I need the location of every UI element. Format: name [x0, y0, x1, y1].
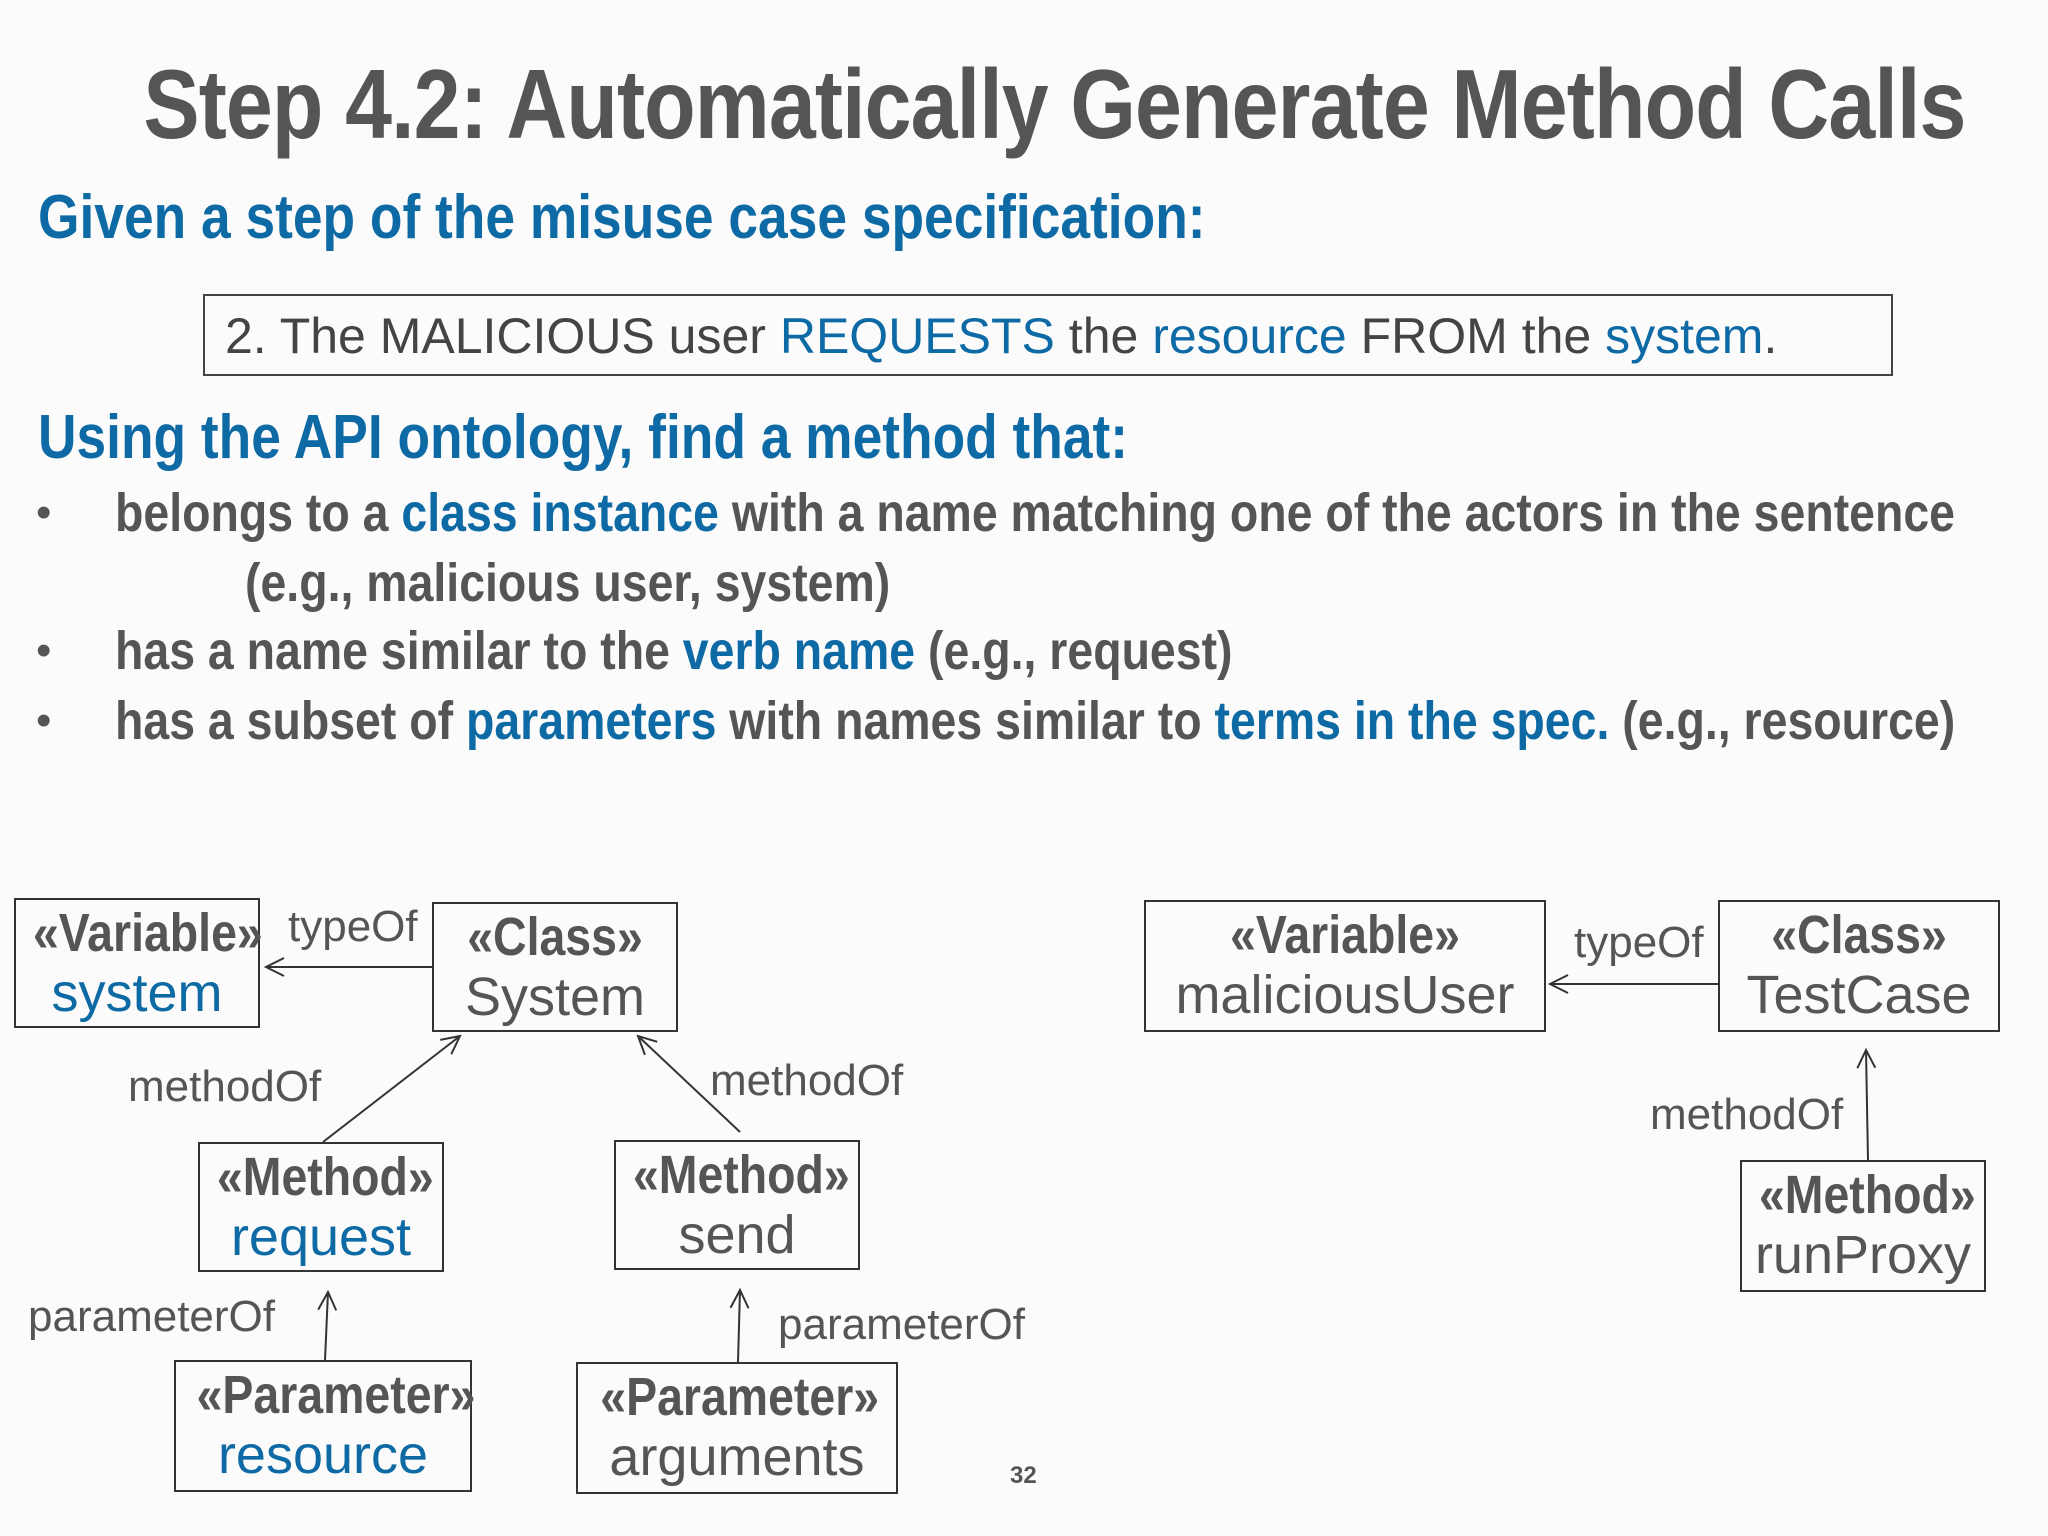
- spec-term-resource: resource: [1152, 308, 1347, 364]
- node-method-runproxy: [1740, 1160, 1986, 1292]
- label-methodof: methodOf: [128, 1062, 322, 1111]
- node-stereotype: «Variable»: [32, 903, 263, 963]
- spec-verb: REQUESTS: [779, 308, 1055, 364]
- bullet-text: belongs to a: [115, 483, 402, 543]
- node-stereotype: «Class»: [1771, 905, 1947, 965]
- label-methodof: methodOf: [1650, 1090, 1844, 1139]
- spec-period: .: [1763, 308, 1778, 364]
- spec-text: FROM the: [1346, 308, 1606, 364]
- node-name: TestCase: [1746, 965, 1972, 1025]
- label-methodof: methodOf: [710, 1056, 904, 1105]
- bullet-marker: •: [36, 626, 52, 675]
- spec-text: the: [1054, 308, 1153, 364]
- node-name: arguments: [609, 1427, 865, 1487]
- bullet-text: (e.g., request): [915, 621, 1233, 681]
- bullet-highlight: class instance: [401, 483, 719, 543]
- heading-api-ontology: Using the API ontology, find a method that:: [38, 403, 1129, 472]
- bullet-text: with a name matching one of the actors in the sentence: [718, 483, 1956, 543]
- bullet-text: has a name similar to the: [115, 621, 683, 681]
- bullet-text: (e.g., resource): [1609, 691, 1956, 751]
- bullet-marker: •: [36, 488, 52, 537]
- bullet-highlight: terms in the spec.: [1214, 691, 1610, 751]
- node-name: runProxy: [1754, 1225, 1972, 1285]
- node-name: resource: [217, 1425, 429, 1485]
- label-typeof: typeOf: [1574, 918, 1704, 967]
- label-parameterof: parameterOf: [778, 1300, 1025, 1349]
- node-method-request: [198, 1142, 444, 1272]
- edge-methodof-request: [323, 1036, 460, 1142]
- node-class-testcase: [1718, 900, 2000, 1032]
- node-stereotype: «Method»: [1758, 1165, 1976, 1225]
- bullet-highlight: parameters: [465, 691, 717, 751]
- slide-title: Step 4.2: Automatically Generate Method Calls: [143, 49, 1966, 159]
- node-parameter-resource: [174, 1360, 476, 1492]
- spec-text: 2. The MALICIOUS user: [225, 308, 780, 364]
- node-name: send: [678, 1205, 796, 1265]
- edge-parameterof-arguments: [738, 1290, 740, 1362]
- node-stereotype: «Class»: [467, 907, 643, 967]
- node-name: maliciousUser: [1175, 965, 1515, 1025]
- bullet-text: has a subset of: [115, 691, 466, 751]
- page-number: 32: [1010, 1462, 1037, 1489]
- node-stereotype: «Method»: [216, 1147, 434, 1207]
- node-method-send: [614, 1140, 860, 1270]
- node-name: system: [51, 963, 223, 1023]
- node-variable-system: [14, 898, 263, 1028]
- node-class-system: [432, 902, 678, 1032]
- bullet-marker: •: [36, 696, 52, 745]
- heading-given-step: Given a step of the misuse case specification:: [38, 183, 1206, 252]
- node-stereotype: «Variable»: [1230, 905, 1460, 965]
- node-name: request: [230, 1207, 412, 1267]
- edge-methodof-runproxy: [1866, 1050, 1868, 1160]
- node-parameter-arguments: [576, 1362, 898, 1494]
- node-name: System: [464, 967, 646, 1027]
- node-variable-malicioususer: [1144, 900, 1546, 1032]
- node-stereotype: «Parameter»: [600, 1367, 880, 1427]
- node-stereotype: «Parameter»: [196, 1365, 476, 1425]
- bullet-text: with names similar to: [716, 691, 1215, 751]
- edge-parameterof-resource: [325, 1292, 328, 1360]
- node-stereotype: «Method»: [632, 1145, 850, 1205]
- label-typeof: typeOf: [288, 902, 418, 951]
- label-parameterof: parameterOf: [28, 1292, 275, 1341]
- bullet-text: (e.g., malicious user, system): [245, 553, 891, 613]
- spec-term-system: system: [1605, 308, 1764, 364]
- bullet-highlight: verb name: [682, 621, 916, 681]
